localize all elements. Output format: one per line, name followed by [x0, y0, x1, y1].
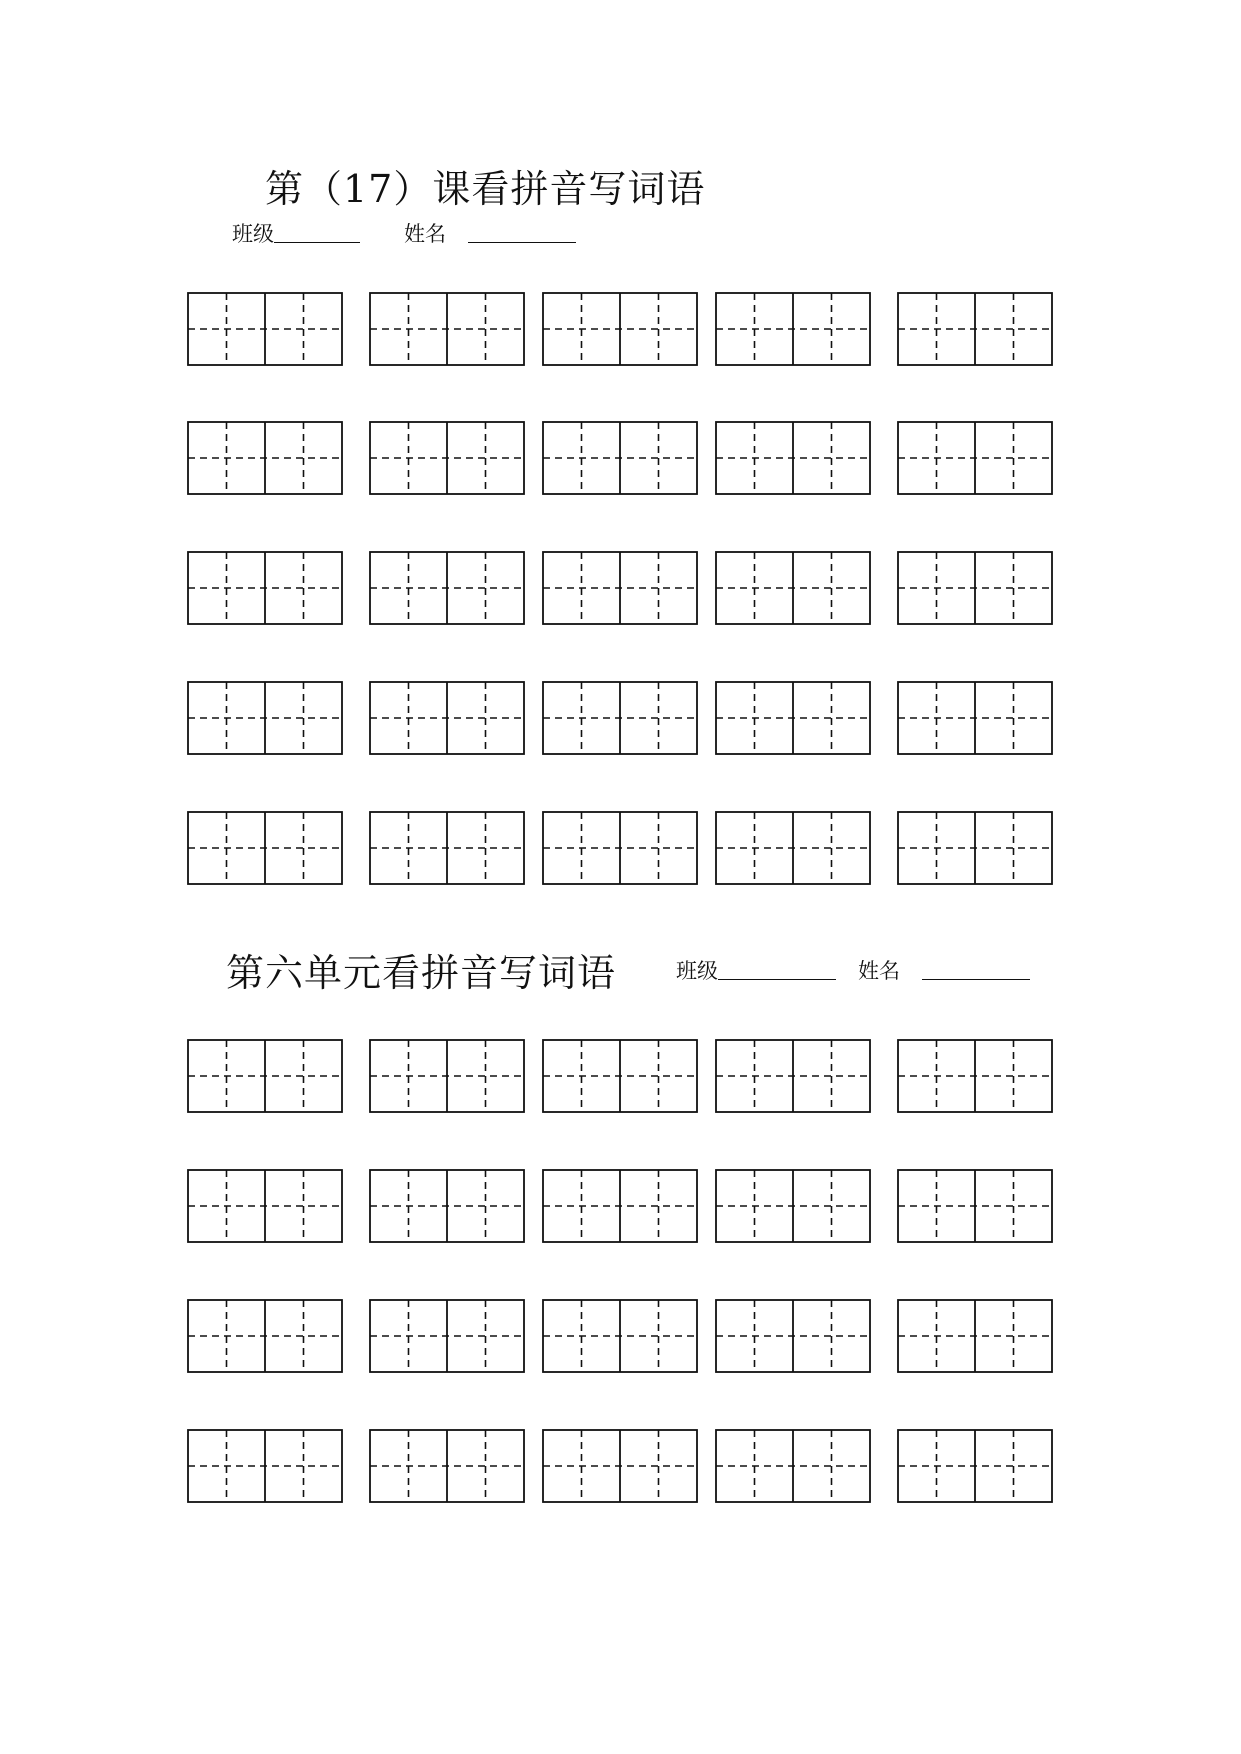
section2-name-label: 姓名	[858, 959, 900, 983]
section1-class-label: 班级	[232, 222, 274, 246]
section2-title: 第六单元看拼音写词语	[226, 951, 617, 995]
section2-class-label: 班级	[676, 959, 718, 983]
section1-title: 第（17）课看拼音写词语	[265, 167, 706, 211]
section1-name-label: 姓名	[404, 222, 446, 246]
